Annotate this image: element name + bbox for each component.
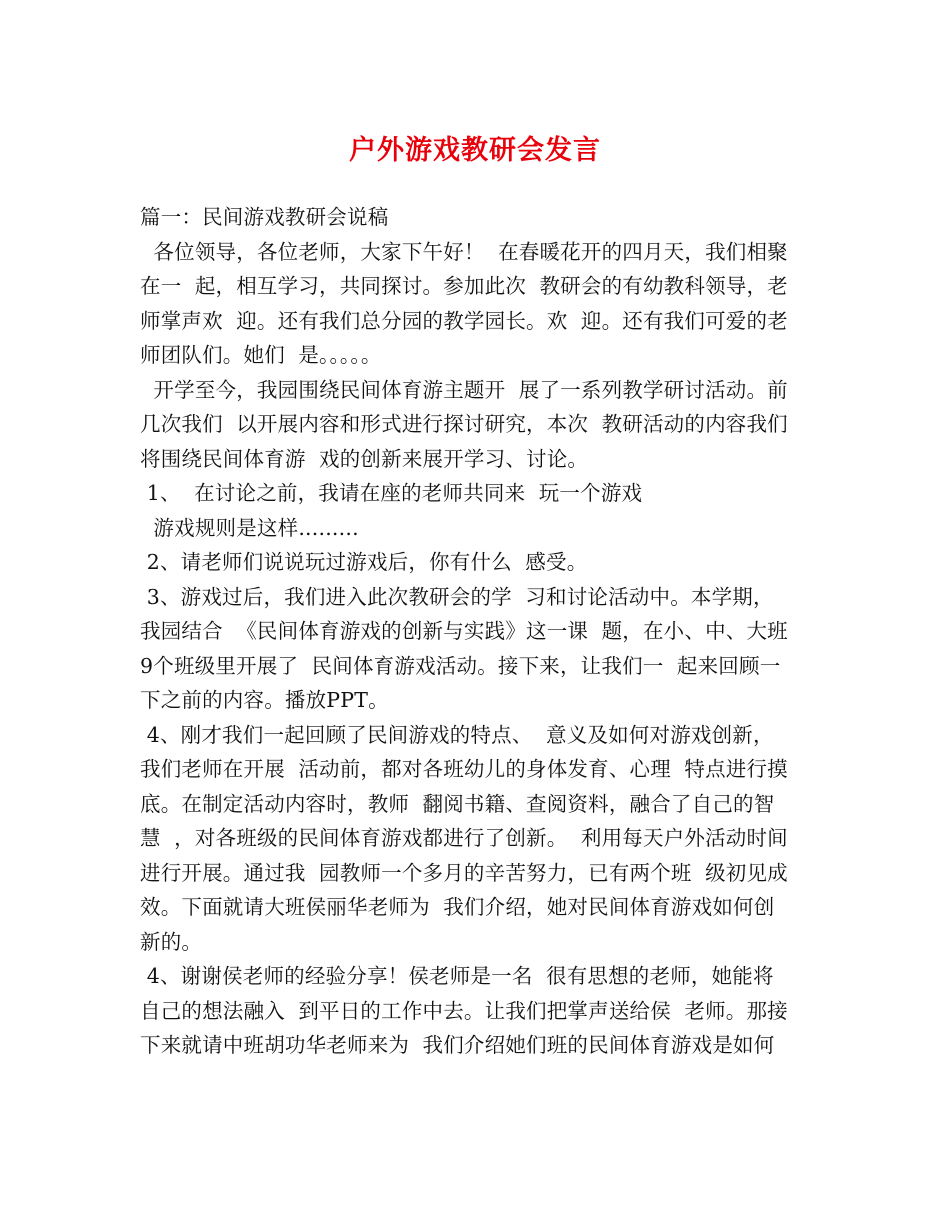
body-line: 9个班级里开展了 民间体育游戏活动。接下来，让我们一 起来回顾一 [140,653,781,678]
body-line: 师掌声欢 迎。还有我们总分园的教学园长。欢 迎。还有我们可爱的老 [140,308,788,333]
body-line: 4、刚才我们一起回顾了民间游戏的特点、 意义及如何对游戏创新， [140,722,774,747]
body-line: 自己的想法融入 到平日的工作中去。让我们把掌声送给侯 老师。那接 [140,998,788,1023]
body-line: 慧 ，对各班级的民间体育游戏都进行了创新。 利用每天户外活动时间 [140,826,788,850]
body-line: 在一 起，相互学习，共同探讨。参加此次 教研会的有幼教科领导，老 [140,274,788,298]
body-line: 4、谢谢侯老师的经验分享！侯老师是一名 很有思想的老师，她能将 [140,964,774,988]
body-line: 新的。 [140,929,203,954]
body-line: 下来就请中班胡功华老师来为 我们介绍她们班的民间体育游戏是如何 [140,1033,775,1057]
body-line: 各位领导，各位老师，大家下午好！ 在春暖花开的四月天，我们相聚 [140,239,788,264]
document-title: 户外游戏教研会发言 [349,135,601,166]
body-line: 1、 在讨论之前，我请在座的老师共同来 玩一个游戏 [140,481,643,505]
body-line: 效。下面就请大班侯丽华老师为 我们介绍，她对民间体育游戏如何创 [140,895,775,919]
body-line: 底。在制定活动内容时，教师 翻阅书籍、查阅资料，融合了自己的智 [140,791,775,816]
body-line: 篇一：民间游戏教研会说稿 [140,205,389,229]
body-line: 2、请老师们说说玩过游戏后，你有什么 感受。 [140,550,588,574]
body-line: 3、游戏过后，我们进入此次教研会的学 习和讨论活动中。本学期， [140,584,774,609]
body-line: 师团队们。她们 是。。。。。 [140,343,382,367]
body-line: 几次我们 以开展内容和形式进行探讨研究，本次 教研活动的内容我们 [140,412,788,436]
body-line: 下之前的内容。播放PPT。 [140,688,389,712]
body-line: 我园结合 《民间体育游戏的创新与实践》这一课 题，在小、中、大班 [140,619,788,643]
body-line: 开学至今，我园围绕民间体育游主题开 展了一系列教学研讨活动。前 [140,377,788,402]
body-line: 进行开展。通过我 园教师一个多月的辛苦努力，已有两个班 级初见成 [140,860,788,885]
document-body [140,200,820,1063]
body-line: 将围绕民间体育游 戏的创新来展开学习、讨论。 [140,446,589,471]
body-line: 我们老师在开展 活动前，都对各班幼儿的身体发育、心理 特点进行摸 [140,757,788,781]
body-line: 游戏规则是这样......... [140,515,359,540]
